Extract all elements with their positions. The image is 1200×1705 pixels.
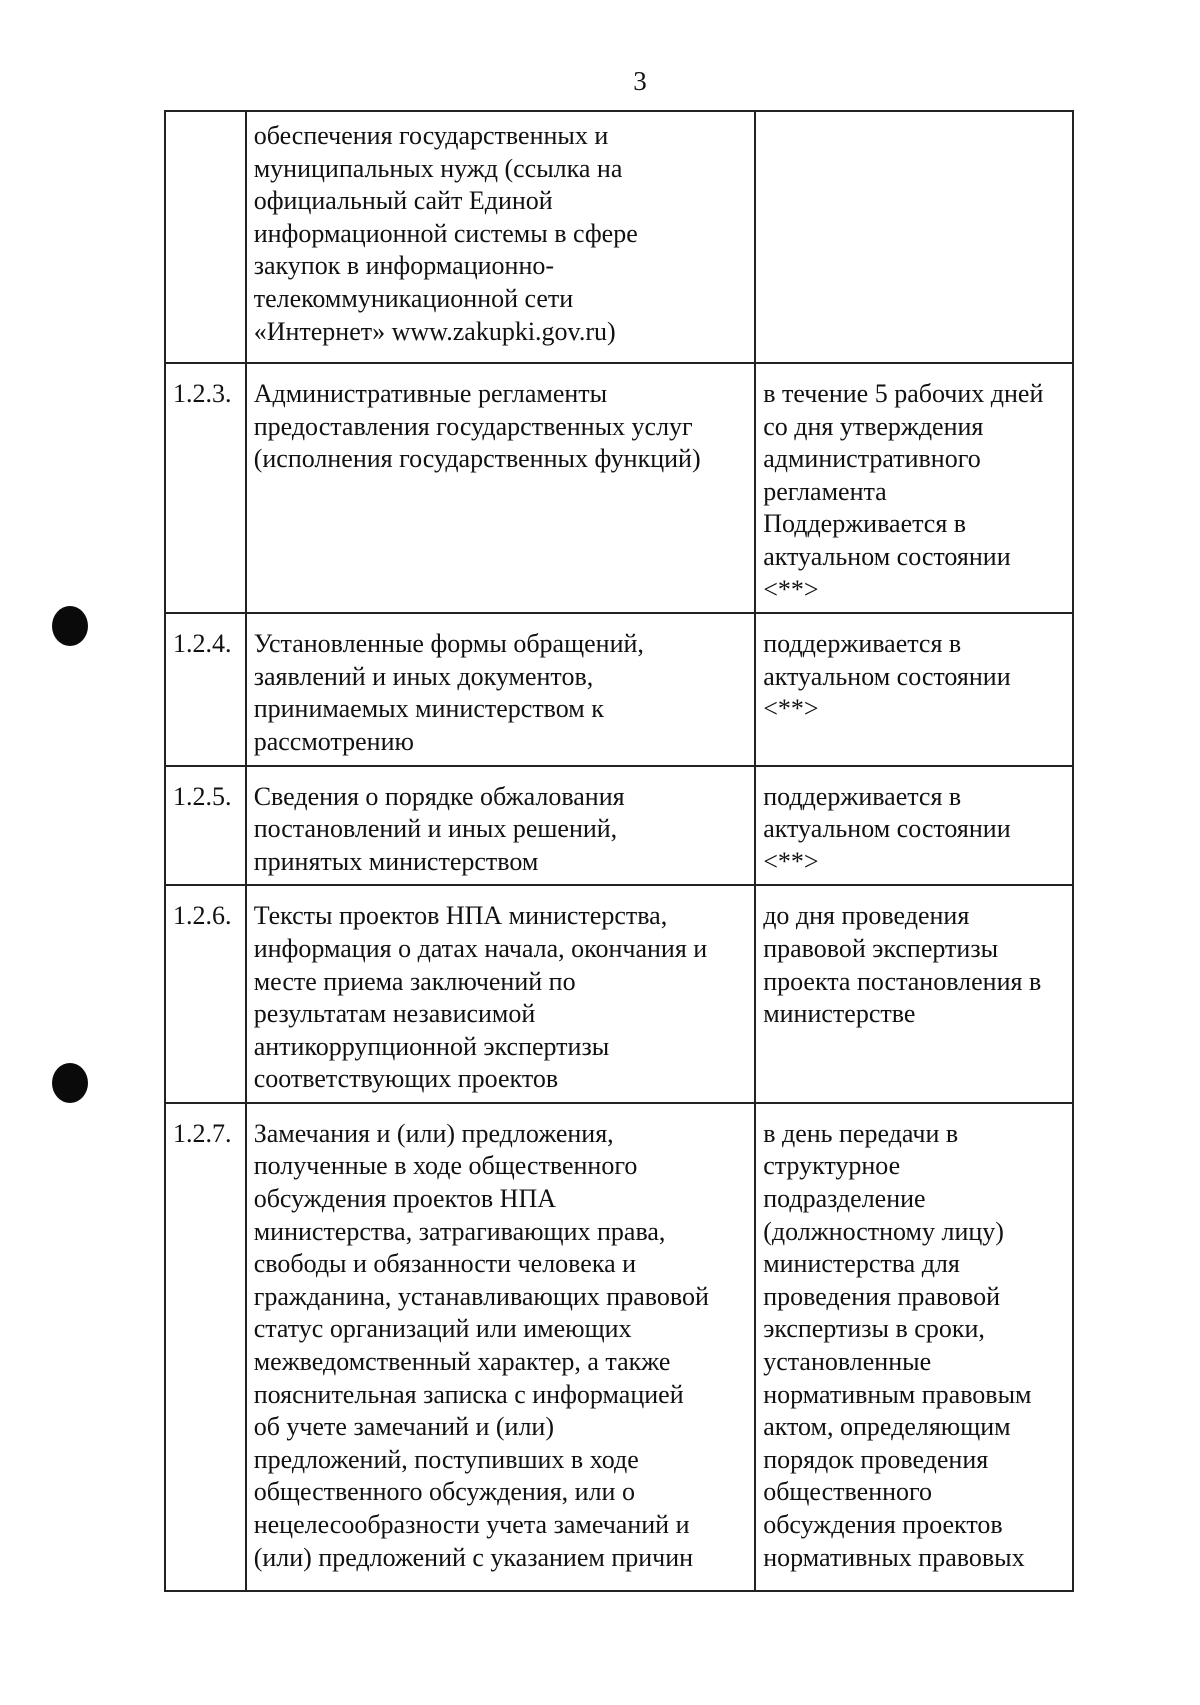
table-row (165, 885, 1073, 1103)
page-number: 3 (633, 66, 647, 96)
row-description: Тексты проектов НПА министерства, информация о датах начала, окончания и месте приема заключений по результатам независимой антикоррупционной экспертизы соответствующих проектов (246, 885, 755, 1103)
table-row (165, 1103, 1073, 1591)
scan-hole-mark (52, 1063, 88, 1103)
table-row (165, 613, 1073, 765)
row-number: 1.2.4. (165, 613, 246, 765)
row-term: в течение 5 рабочих дней со дня утверждения административного регламента Поддерживается в актуальном состоянии <**> (755, 363, 1073, 613)
table-row (165, 363, 1073, 613)
row-description: Замечания и (или) предложения, полученные в ходе общественного обсуждения проектов НПА министерства, затрагивающих права, свободы и обязанности человека и гражданина, устанавливающих правовой статус организаций или имеющих межведомственный характер, а также пояснительная записка с информацией об учете замечаний и (или) предложений, поступивших в ходе общественного обсуждения, или о нецелесообразности учета замечаний и (или) предложений с указанием причин (246, 1103, 755, 1591)
row-number (165, 111, 246, 363)
row-term: поддерживается в актуальном состоянии <**> (755, 613, 1073, 765)
table-row (165, 766, 1073, 886)
row-description: Установленные формы обращений, заявлений и иных документов, принимаемых министерством к рассмотрению (246, 613, 755, 765)
row-number: 1.2.7. (165, 1103, 246, 1591)
document-table (164, 110, 1074, 1592)
row-number: 1.2.6. (165, 885, 246, 1103)
row-term: до дня проведения правовой экспертизы проекта постановления в министерстве (755, 885, 1073, 1103)
row-description: Сведения о порядке обжалования постановлений и иных решений, принятых министерством (246, 766, 755, 886)
row-term: в день передачи в структурное подразделение (должностному лицу) министерства для проведения правовой экспертизы в сроки, установленные нормативным правовым актом, определяющим порядок проведения общественного обсуждения проектов нормативных правовых (755, 1103, 1073, 1591)
scan-hole-mark (52, 606, 88, 646)
row-description: Административные регламенты предоставления государственных услуг (исполнения государственных функций) (246, 363, 755, 613)
row-term: поддерживается в актуальном состоянии <**> (755, 766, 1073, 886)
row-term (755, 111, 1073, 363)
row-description: обеспечения государственных и муниципальных нужд (ссылка на официальный сайт Единой информационной системы в сфере закупок в информационно- телекоммуникационной сети «Интернет» www.zakupki.gov.ru) (246, 111, 755, 363)
table-row (165, 111, 1073, 363)
row-number: 1.2.3. (165, 363, 246, 613)
row-number: 1.2.5. (165, 766, 246, 886)
